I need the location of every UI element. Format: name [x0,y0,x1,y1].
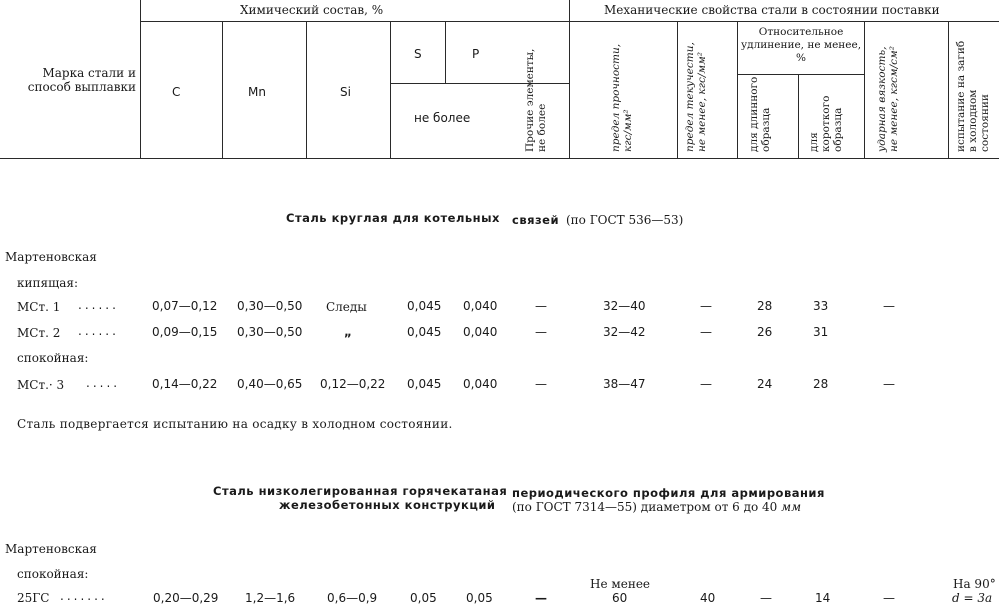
row-grade: 25ГС [17,591,50,605]
group-martin: Мартеновская [5,250,97,264]
section2-title-b2 [512,500,801,514]
row-si: 0,6—0,9 [327,591,378,605]
bend-angle: На 90° [953,577,996,591]
vline-yield [737,21,738,158]
row-long: 26 [757,325,773,339]
bend-header: испытание на загиб в холодном состоянии [955,40,991,152]
row-mn: 0,30—0,50 [237,325,303,339]
elongation-divider [737,74,864,75]
row-c: 0,20—0,29 [153,591,219,605]
row-long: 24 [757,377,773,391]
leader-dots: ....... [60,589,108,603]
row-si: Следы [326,300,367,314]
header-bottom-rule [0,158,999,159]
section2-title-b2a: (по ГОСТ 7314—55) диаметром от 6 до 40 [512,500,778,514]
row-c: 0,07—0,12 [152,299,218,313]
row-other: — [535,325,547,339]
row-short: 33 [813,299,829,313]
row-short: 28 [813,377,829,391]
row-si: 0,12—0,22 [320,377,386,391]
row-impact: — [883,299,895,313]
row-p: 0,05 [466,591,493,605]
col-p-header: P [472,47,480,61]
grade-column-header: Марка стали и способ выплавки [27,66,136,94]
row-short: 31 [813,325,829,339]
elongation-header: Относительное удлинение, не менее, % [740,26,862,64]
row-c: 0,09—0,15 [152,325,218,339]
row-other: — [535,377,547,391]
section2-title-a1: Сталь низколегированная горячекатаная [213,484,508,498]
vline-impact [948,21,949,158]
row-other: — [535,299,547,313]
row-impact: — [883,377,895,391]
section2-title-b2b: мм [781,500,802,514]
chem-title: Химический состав, % [240,3,384,17]
row-long: — [760,591,772,605]
vline-short [864,21,865,158]
not-less-label: Не менее [590,577,651,591]
row-strength: 32—42 [603,325,646,339]
row-yield: 40 [700,591,716,605]
col-s-header: S [414,47,422,61]
section1-title-c: (по ГОСТ 536—53) [566,213,684,227]
col-c-header: С [172,85,181,99]
bend-diameter: d = 3a [952,591,993,605]
col-mn-header: Mn [248,85,266,99]
vline-long [798,74,799,158]
short-sample-header: для короткого образца [808,95,844,152]
section1-title-b: связей [512,213,560,227]
section2-title-b1: периодического профиля для армирования [512,486,825,500]
row-grade: МСт. 1 [17,300,61,314]
group-boiling: кипящая: [17,276,78,290]
section2-title-a2: железобетонных конструкций [279,498,496,512]
group-martin-2: Мартеновская [5,542,97,556]
section1-title-a: Сталь круглая для котельных [286,211,500,225]
row-grade: МСт.· 3 [17,378,65,392]
row-s: 0,045 [407,325,442,339]
vline-s [445,21,446,83]
section1-note: Сталь подвергается испытанию на осадку в холодном состоянии. [17,417,453,431]
row-strength: 60 [612,591,628,605]
yield-header: предел текучести, не менее, кгс/мм² [684,42,708,152]
row-c: 0,14—0,22 [152,377,218,391]
impact-header: ударная вязкость, не менее, кгсм/см² [876,46,900,152]
row-short: 14 [815,591,831,605]
header-top-rule [140,21,570,22]
row-long: 28 [757,299,773,313]
row-strength: 32—40 [603,299,646,313]
row-yield: — [700,325,712,339]
row-grade: МСт. 2 [17,326,61,340]
not-more-header: не более [414,111,471,125]
vline-strength [677,21,678,158]
row-s: 0,045 [407,299,442,313]
row-impact: — [883,591,895,605]
row-p: 0,040 [463,325,498,339]
col-si-header: Si [340,85,351,99]
row-p: 0,040 [463,299,498,313]
row-mn: 0,40—0,65 [237,377,303,391]
long-sample-header: для длинного образца [748,76,772,152]
vline-si [390,21,391,158]
row-p: 0,040 [463,377,498,391]
vline-mn [306,21,307,158]
row-yield: — [700,299,712,313]
mech-title: Механические свойства стали в состоянии поставки [604,3,940,17]
header-top-rule-mech [570,21,999,22]
row-yield: — [700,377,712,391]
group-calm: спокойная: [17,351,89,365]
row-mn: 1,2—1,6 [245,591,296,605]
row-strength: 38—47 [603,377,646,391]
group-calm-2: спокойная: [17,567,89,581]
row-s: 0,05 [410,591,437,605]
vline-chem-end [569,0,570,158]
leader-dots: ..... [86,376,121,390]
vline-grade [140,0,141,158]
row-s: 0,045 [407,377,442,391]
vline-c [222,21,223,158]
strength-header: предел прочности, кгс/мм² [610,43,634,152]
row-si: „ [344,325,352,339]
leader-dots: ...... [78,324,119,338]
leader-dots: ...... [78,298,119,312]
other-elements-header: Прочие элементы, не более [524,48,548,152]
row-mn: 0,30—0,50 [237,299,303,313]
row-other: — [535,591,547,605]
